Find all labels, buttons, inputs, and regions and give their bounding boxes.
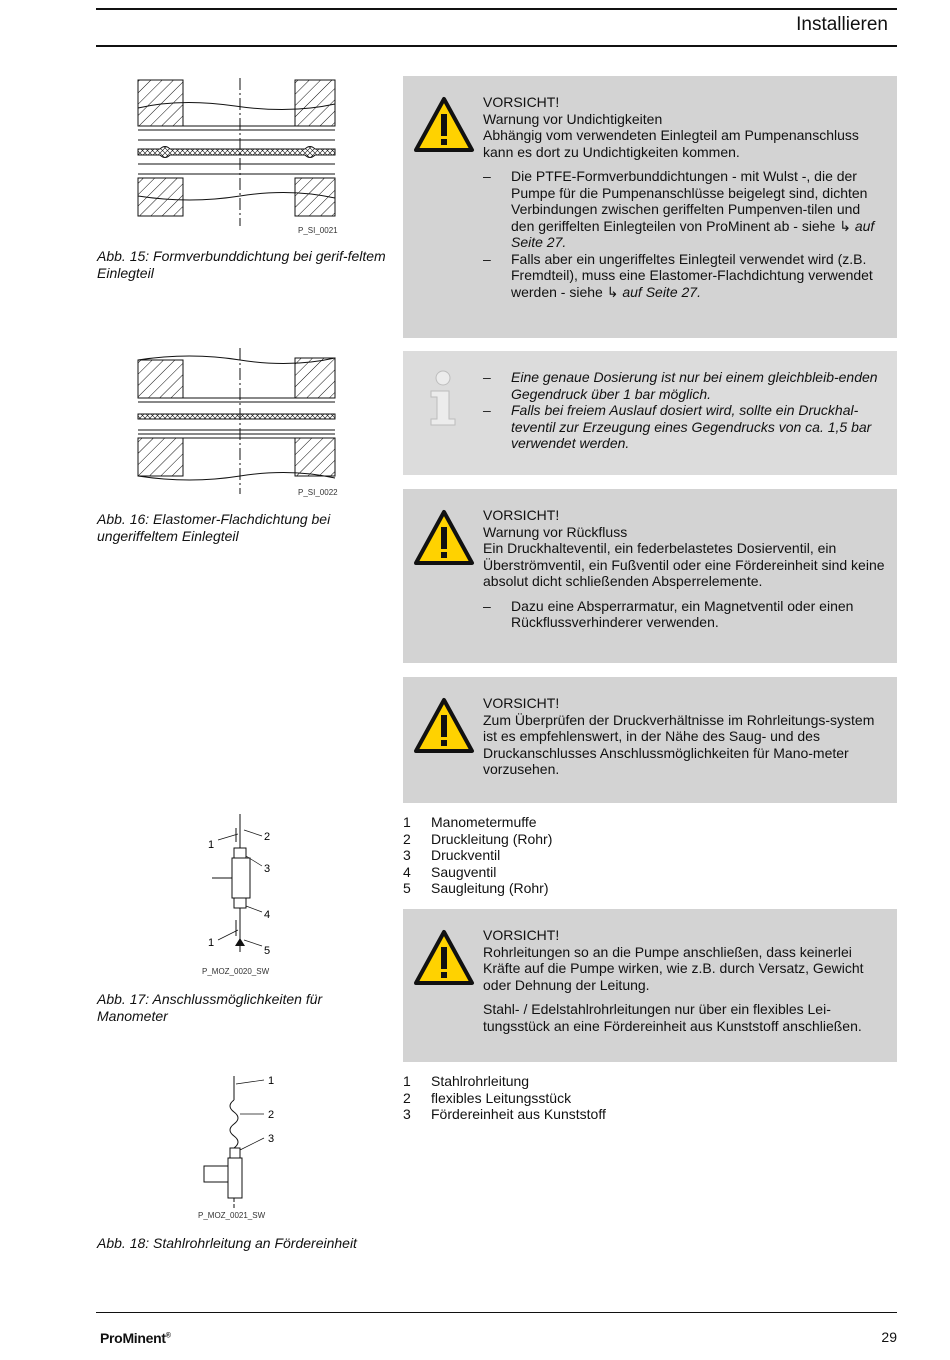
warning-heading: Warnung vor Rückfluss xyxy=(483,523,628,540)
legend-item: 1 Stahlrohrleitung xyxy=(403,1073,530,1089)
callout-4: 4 xyxy=(264,909,271,921)
figure-16-caption: Abb. 16: Elastomer-Flachdichtung bei ungeriffeltem Einlegteil xyxy=(97,511,331,544)
page-section-title: Installieren xyxy=(796,14,888,35)
figure-18-legend xyxy=(403,1073,606,1123)
warning-box-backflow xyxy=(403,489,897,663)
warning-signal-word: VORSICHT! xyxy=(483,94,560,110)
warning-box-pipe-forces xyxy=(403,909,897,1062)
figure-17-caption: Abb. 17: Anschlussmöglichkeiten für Manometer xyxy=(97,991,323,1024)
figure-18-caption: Abb. 18: Stahlrohrleitung an Fördereinheit xyxy=(97,1235,357,1251)
legend-item: 3 Fördereinheit aus Kunststoff xyxy=(403,1106,606,1122)
warning-triangle-icon xyxy=(413,929,475,987)
warning-signal-word: VORSICHT! xyxy=(483,927,560,943)
info-icon xyxy=(425,369,461,427)
footer-rule xyxy=(96,1312,897,1313)
callout-2: 2 xyxy=(264,831,271,843)
warning-heading: Warnung vor Undichtigkeiten xyxy=(483,110,663,127)
header-bottom-rule xyxy=(96,45,897,47)
callout-1b: 1 xyxy=(208,937,215,949)
figure-16-label: P_SI_0022 xyxy=(298,488,338,497)
warning-text: Abhängig vom verwendeten Einlegteil am Pumpenanschluss kann es dort zu Undichtigkeiten kommen. xyxy=(483,127,859,160)
warning-text-2: Stahl- / Edelstahlrohrleitungen nur über ein flexibles Lei-tungsstück an eine Fördereinheit aus Kunststoff anschließen. xyxy=(483,1001,862,1034)
warning-signal-word: VORSICHT! xyxy=(483,695,560,711)
figure-15-label: P_SI_0021 xyxy=(298,226,338,235)
warning-box-pressure xyxy=(403,677,897,803)
bullet-text: Falls bei freiem Auslauf dosiert wird, sollte ein Druckhal-teventil zur Erzeugung eines Gegendrucks von ca. 1,5 bar verwendet werden. xyxy=(511,402,872,451)
legend-item: 3 Druckventil xyxy=(403,847,501,863)
bullet-end: . xyxy=(697,283,701,300)
callout-2: 2 xyxy=(268,1109,275,1121)
warning-triangle-icon xyxy=(413,509,475,567)
callout-3: 3 xyxy=(264,863,271,875)
legend-item: 2 flexibles Leitungsstück xyxy=(403,1089,572,1106)
list-item: – Dazu eine Absperrarmatur, ein Magnetventil oder einen Rückflussverhinderer verwenden. xyxy=(483,598,887,631)
prominent-logo: ProMinent® xyxy=(100,1330,171,1346)
callout-3: 3 xyxy=(268,1133,275,1145)
info-box xyxy=(403,351,897,475)
list-item: – Falls aber ein ungeriffeltes Einlegteil verwendet wird (z.B. Fremdteil), muss eine Elastomer-Flachdichtung verwendet werden - siehe ↳ auf Seite 27. xyxy=(483,250,873,300)
callout-5: 5 xyxy=(264,945,271,957)
legend-item: 5 Saugleitung (Rohr) xyxy=(403,880,549,896)
page-reference-link[interactable]: auf Seite 27 xyxy=(622,283,698,300)
warning-text: Zum Überprüfen der Druckverhältnisse im Rohrleitungs-system ist es empfehlenswert, in der Nähe des Saug- und des Druckanschlusses Anschlussmöglichkeiten für Mano-meter vorzusehen. xyxy=(483,711,875,777)
bullet-text: Dazu eine Absperrarmatur, ein Magnetventil oder einen Rückflussverhinderer verwenden. xyxy=(511,597,854,630)
bullet-text: Eine genaue Dosierung ist nur bei einem gleichbleib-enden Gegendruck über 1 bar möglich. xyxy=(511,369,878,402)
figure-15-drawing xyxy=(130,78,345,228)
figure-18-label: P_MOZ_0021_SW xyxy=(198,1211,266,1220)
page-reference-icon: ↳ xyxy=(606,283,619,300)
bullet-text: Falls aber ein ungeriffeltes Einlegteil verwendet wird (z.B. Fremdteil), muss eine Elastomer-Flachdichtung verwendet werden - siehe xyxy=(511,250,873,300)
list-item: – Eine genaue Dosierung ist nur bei einem gleichbleib-enden Gegendruck über 1 bar möglich. xyxy=(483,369,887,402)
bullet-text: Die PTFE-Formverbunddichtungen - mit Wulst -, die der Pumpe für die Pumpenanschlüsse beigelegt sind, dichten Verbindungen zwischen geriffelten Pumpenven-tilen und den geriffelten Einlegteilen von ProMinent ab - siehe xyxy=(511,168,868,234)
page-number: 29 xyxy=(881,1329,897,1345)
figure-15-caption: Abb. 15: Formverbunddichtung bei gerif-feltem Einlegteil xyxy=(97,248,386,281)
warning-text: Ein Druckhalteventil, ein federbelastetes Dosierventil, ein Überströmventil, ein Fußventil oder eine Fördereinheit sind keine absolut dicht schließenden Absperrelemente. xyxy=(483,540,885,589)
callout-1: 1 xyxy=(208,839,215,851)
legend-item: 2 Druckleitung (Rohr) xyxy=(403,830,553,847)
warning-triangle-icon xyxy=(413,96,475,154)
warning-signal-word: VORSICHT! xyxy=(483,507,560,523)
figure-18-drawing xyxy=(200,1070,290,1210)
figure-17-legend xyxy=(403,814,552,897)
callout-1: 1 xyxy=(268,1075,275,1087)
legend-item: 4 Saugventil xyxy=(403,863,497,880)
bullet-end: . xyxy=(562,234,567,250)
list-item: – Die PTFE-Formverbunddichtungen - mit Wulst -, die der Pumpe für die Pumpenanschlüsse beigelegt sind, dichten Verbindungen zwischen geriffelten Pumpenven-tilen und den geriffelten Einlegteilen von ProMinent ab - siehe ↳ auf Seite 27. xyxy=(483,168,875,250)
legend-item: 1 Manometermuffe xyxy=(403,814,537,830)
page-reference-icon: ↳ xyxy=(839,217,851,234)
header-top-rule xyxy=(96,8,897,10)
figure-17-label: P_MOZ_0020_SW xyxy=(202,967,270,976)
list-item: – Falls bei freiem Auslauf dosiert wird, sollte ein Druckhal-teventil zur Erzeugung eines Gegendrucks von ca. 1,5 bar verwendet werden. xyxy=(483,402,887,452)
figure-17-drawing xyxy=(200,812,290,962)
page-reference-link[interactable]: auf Seite 27 xyxy=(511,217,875,250)
warning-box-leaks xyxy=(403,76,897,338)
warning-text: Rohrleitungen so an die Pumpe anschließen, dass keinerlei Kräfte auf die Pumpe wirken, wie z.B. durch Versatz, Gewicht oder Dehnung der Leitung. xyxy=(483,943,864,993)
figure-16-drawing xyxy=(130,348,345,496)
warning-triangle-icon xyxy=(413,697,475,755)
